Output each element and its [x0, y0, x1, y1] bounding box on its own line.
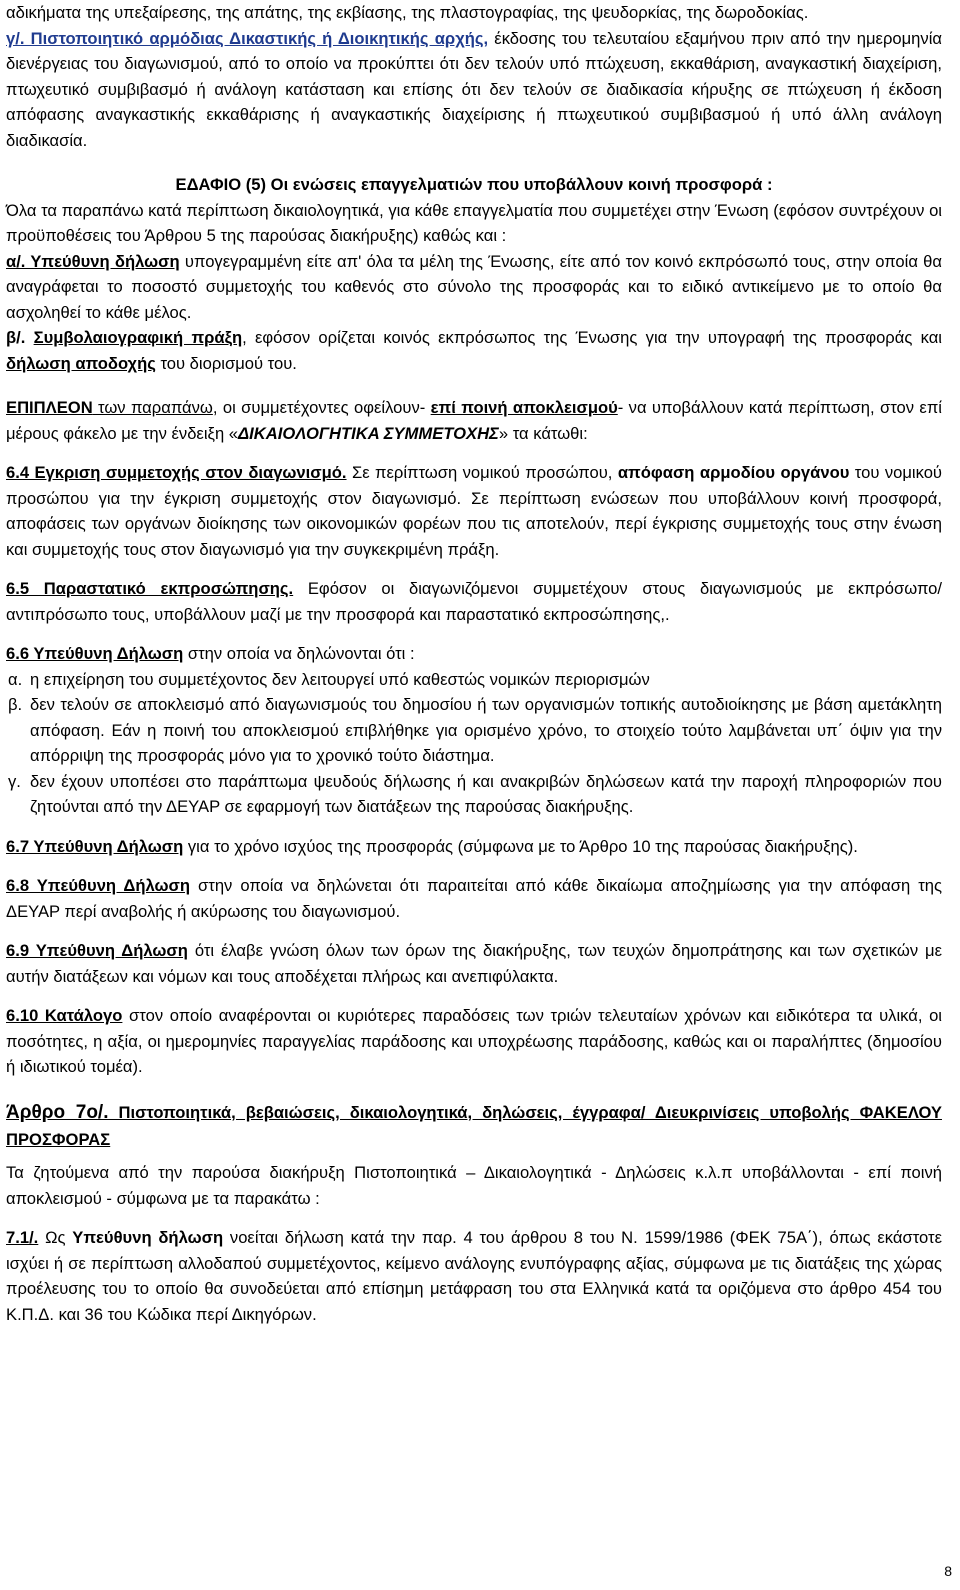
additionally-text-1: , οι συμμετέχοντες οφείλουν-	[212, 398, 431, 417]
paragraph-b-notarial	[6, 325, 942, 376]
section-7-1	[6, 1225, 942, 1327]
section-6-4-text-2: του νομικού προσώπου για την έγκριση συμμετοχής στον διαγωνισμό. Σε περίπτωση ενώσεων που υποβάλλουν κοινή προσφορά, αποφάσεις των οργάνων διοίκησης των οικονομικών φορέων που τις αποτελούν, περί έγκρισης συμμετοχής τους στην ένωση και συμμετοχής τους στον διαγωνισμό για την συγκεκριμένη πράξη.	[6, 463, 943, 559]
section-7-1-label: 7.1/.	[6, 1228, 39, 1247]
document-page	[6, 0, 942, 1327]
edafio-text: Όλα τα παραπάνω κατά περίπτωση δικαιολογητικά, για κάθε επαγγελματία που συμμετέχει στην Ένωση (εφόσον συντρέχουν οι προϋποθέσεις του Άρθρου 5 της παρούσας διακήρυξης) καθώς και :	[6, 200, 942, 245]
section-6-6-text: στην οποία να δηλώνονται ότι :	[183, 644, 415, 663]
a-label: α/. Υπεύθυνη δήλωση	[6, 251, 180, 271]
section-6-4-bold: απόφαση αρμοδίου οργάνου	[617, 463, 850, 482]
additionally-text-3: » τα κάτωθι:	[498, 423, 588, 443]
section-6-5-text: Εφόσον οι διαγωνιζόμενοι συμμετέχουν στους διαγωνισμούς με εκπρόσωπο/αντιπρόσωπο τους, υποβάλλουν μαζί με την προσφορά και παραστατικό εκπροσώπησης,.	[6, 579, 942, 624]
section-6-5-label: 6.5 Παραστατικό εκπροσώπησης.	[6, 579, 294, 598]
b-text-2: του διορισμού του.	[155, 353, 297, 373]
edafio-heading: ΕΔΑΦΙΟ (5) Οι ενώσεις επαγγελματιών που υποβάλλουν κοινή προσφορά :	[175, 175, 773, 194]
article-7-text: Τα ζητούμενα από την παρούσα διακήρυξη Πιστοποιητικά – Δικαιολογητικά - Δηλώσεις κ.λ.π υποβάλλονται - επί ποινή αποκλεισμού - σύμφωνα με τα παρακάτω :	[6, 1163, 942, 1208]
list-item	[6, 692, 942, 769]
section-6-8-text: στην οποία να δηλώνεται ότι παραιτείται από κάθε δικαίωμα αποζημίωσης για την απόφαση της ΔΕΥΑΡ περί αναβολής ή ακύρωσης του διαγωνισμού.	[6, 876, 943, 921]
paragraph-a-declaration	[6, 249, 942, 326]
article-7-heading	[6, 1099, 942, 1153]
list-item	[6, 769, 942, 820]
section-6-10	[6, 1003, 942, 1080]
section-6-4-text-1: Σε περίπτωση νομικού προσώπου,	[346, 463, 618, 482]
section-6-9-text: ότι έλαβε γνώση όλων των όρων της διακήρυξης, των τευχών δημοπράτησης και των σχετικών με αυτήν διατάξεων και νόμων και τους αποδέχεται πλήρως και ανεπιφύλακτα.	[6, 941, 943, 986]
section-6-7-label: 6.7 Υπεύθυνη Δήλωση	[6, 836, 184, 856]
certificate-label: γ/. Πιστοποιητικό αρμόδιας Δικαστικής ή Διοικητικής αρχής,	[6, 28, 489, 48]
section-6-6-label: 6.6 Υπεύθυνη Δήλωση	[6, 644, 184, 663]
section-7-1-bold: Υπεύθυνη δήλωση	[72, 1228, 224, 1247]
b-text-1: , εφόσον ορίζεται κοινός εκπρόσωπος της Ένωσης για την υπογραφή της προσφοράς και	[242, 328, 942, 347]
paragraph-certificate-bankruptcy	[6, 26, 942, 154]
section-6-10-text: στον οποίο αναφέρονται οι κυριότερες παραδόσεις των τριών τελευταίων χρόνων και ειδικότερα τα υλικά, οι ποσότητες, η αξία, οι ημερομηνίες παραγγελίας παράδοσης και υποχρέωσης παράδοσης, καθώς και οι παραλήπτες (δημοσίου ή ιδιωτικού τομέα).	[6, 1006, 942, 1076]
paragraph-additionally	[6, 395, 942, 446]
section-7-1-text-2: νοείται δήλωση κατά την παρ. 4 του άρθρου 8 του Ν. 1599/1986 (ΦΕΚ 75Α΄), όπως εκάστοτε ισχύει ή σε περίπτωση αλλοδαπού συμμετέχοντος, κείμενο ανάλογης ενυπόγραφης αξίας, σύμφωνα με τις διατάξεις της χώρας προέλευσης του το οποίο θα συνοδεύεται από επίσημη μετάφραση του στα Ελληνικά κατά τα οριζόμενα στο άρθρο 454 του Κ.Π.Δ. και 36 του Κώδικα περί Δικηγόρων.	[6, 1228, 943, 1324]
list-marker: γ.	[8, 771, 21, 791]
additionally-underlined: των παραπάνω	[92, 398, 213, 417]
list-text: η επιχείρηση του συμμετέχοντος δεν λειτουργεί υπό καθεστώς νομικών περιορισμών	[30, 669, 650, 689]
list-item	[6, 667, 942, 693]
b-bold: δήλωση αποδοχής	[6, 353, 156, 373]
list-marker: α.	[8, 669, 23, 689]
section-6-9	[6, 938, 942, 989]
section-6-7	[6, 834, 942, 860]
list-marker: β.	[8, 695, 23, 714]
paragraph-crimes: αδικήματα της υπεξαίρεσης, της απάτης, της εκβίασης, της πλαστογραφίας, της ψευδορκίας, της δωροδοκίας.	[6, 3, 809, 22]
additionally-penalty: επί ποινή αποκλεισμού	[430, 398, 618, 417]
certificate-text: έκδοσης του τελευταίου εξαμήνου πριν από την ημερομηνία διενέργειας του διαγωνισμού, από το οποίο να προκύπτει ότι δεν τελούν υπό πτώχευση, εκκαθάριση, αναγκαστική διαχείριση, πτωχευτικό συμβιβασμό ή ανάλογη κατάσταση και επίσης ότι δεν τελούν σε διαδικασία κήρυξης σε πτώχευση ή έκδοση απόφασης αναγκαστικής εκκαθάρισης ή αναγκαστικής διαχείρισης ή πτωχευτικού συμβιβασμού ή υπό άλλη ανάλογη διαδικασία.	[6, 28, 942, 150]
section-6-8-label: 6.8 Υπεύθυνη Δήλωση	[6, 876, 191, 895]
b-label: Συμβολαιογραφική πράξη	[33, 328, 243, 347]
additionally-italic: ΔΙΚΑΙΟΛΟΓΗΤΙΚΑ ΣΥΜΜΕΤΟΧΗΣ	[238, 423, 499, 443]
a-text: υπογεγραμμένη είτε απ' όλα τα μέλη της Ένωσης, είτε από τον κοινό εκπρόσωπό τους, στην οποία θα αναγράφεται το ποσοστό συμμετοχής του καθενός στο σύνολο της προσφοράς και το ειδικό αντικείμενο με το οποίο θα ασχοληθεί το κάθε μέλος.	[6, 251, 942, 322]
article-7-title: Πιστοποιητικά, βεβαιώσεις, δικαιολογητικά, δηλώσεις, έγγραφα/ Διευκρινίσεις υποβολής ΦΑΚΕΛΟΥ ΠΡΟΣΦΟΡΑΣ	[6, 1102, 942, 1149]
section-6-7-text: για το χρόνο ισχύος της προσφοράς (σύμφωνα με το Άρθρο 10 της παρούσας διακήρυξης).	[183, 836, 858, 856]
section-7-1-text-1: Ως	[38, 1228, 73, 1247]
section-6-4	[6, 460, 942, 562]
section-6-8	[6, 873, 942, 924]
section-6-9-label: 6.9 Υπεύθυνη Δήλωση	[6, 941, 188, 960]
section-6-5	[6, 576, 942, 627]
list-text: δεν έχουν υποπέσει στο παράπτωμα ψευδούς δήλωσης ή και ανακριβών δηλώσεων κατά την παροχή πληροφοριών που ζητούνται από την ΔΕΥΑΡ σε εφαρμογή των διατάξεων της παρούσας διακήρυξης.	[30, 771, 942, 816]
article-7-label: Άρθρο 7ο/.	[6, 1101, 109, 1123]
section-6-4-label: 6.4 Εγκριση συμμετοχής στον διαγωνισμό.	[6, 463, 347, 482]
section-6-6	[6, 641, 942, 667]
additionally-label: ΕΠΙΠΛΕΟΝ	[6, 398, 93, 417]
list-text: δεν τελούν σε αποκλεισμό από διαγωνισμούς του δημοσίου ή των οργανισμών τοπικής αυτοδιοίκησης με βάση αμετάκλητη απόφαση. Εάν η ποινή του αποκλεισμού επιβλήθηκε για ορισμένο χρόνο, το στοιχείο τούτο λαμβάνεται υπ΄ όψιν για την απόρριψη της προσφοράς μόνο για το χρονικό τούτο διάστημα.	[30, 695, 942, 765]
additionally-text-2: - να υποβάλλουν κατά περίπτωση, στον επί μέρους φάκελο με την ένδειξη «	[6, 398, 942, 443]
b-prefix: β/.	[6, 328, 34, 347]
page-number: 8	[944, 1562, 952, 1579]
section-6-10-label: 6.10 Κατάλογο	[6, 1006, 123, 1025]
